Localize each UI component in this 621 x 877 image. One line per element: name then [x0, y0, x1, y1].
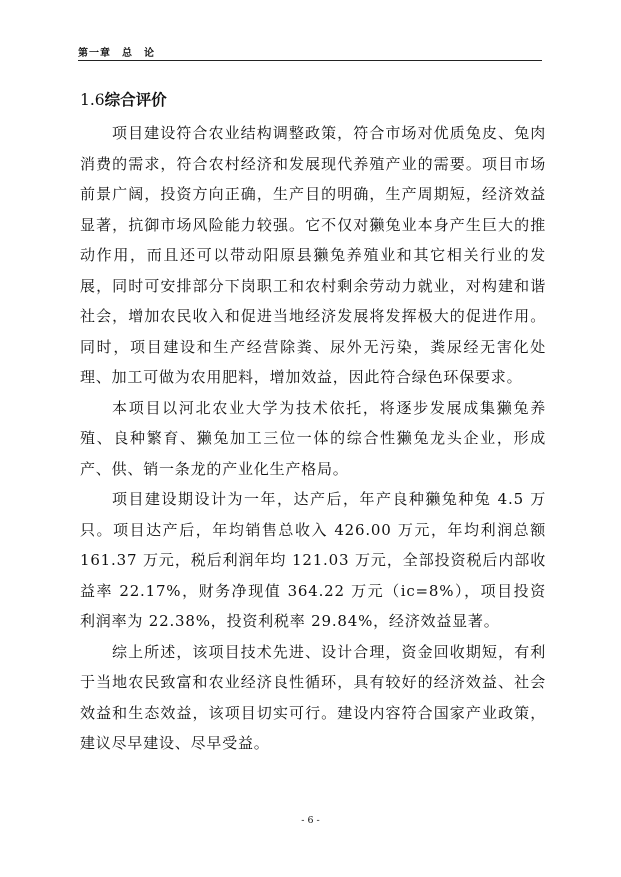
- page-header: 第一章 总 论: [78, 48, 155, 59]
- section-number: 1.6: [80, 91, 105, 109]
- paragraph-3: 项目建设期设计为一年，达产后，年产良种獭兔种兔 4.5 万只。项目达产后，年均销售总收入 426.00 万元，年均利润总额 161.37 万元，税后利润年均 121.03 万元，全部投资税后内部收益率 22.17%，财务净现值 364.22 万元（ic=8%），项目投资利润率为 22.38%，投资利税率 29.84%，经济效益显著。: [80, 490, 546, 630]
- section-heading: [80, 88, 167, 110]
- paragraph-1: 项目建设符合农业结构调整政策，符合市场对优质兔皮、兔肉消费的需求，符合农村经济和发展现代养殖产业的需要。项目市场前景广阔，投资方向正确，生产目的明确，生产周期短，经济效益显著，抗御市场风险能力较强。它不仅对獭兔业本身产生巨大的推动作用，而且还可以带动阳原县獭兔养殖业和其它相关行业的发展，同时可安排部分下岗职工和农村剩余劳动力就业，对构建和谐社会，增加农民收入和促进当地经济发展将发挥极大的促进作用。同时，项目建设和生产经营除粪、尿外无污染，粪尿经无害化处理、加工可做为农用肥料，增加效益，因此符合绿色环保要求。: [80, 124, 546, 386]
- page-number: - 6 -: [301, 815, 320, 826]
- section-title: 综合评价: [104, 91, 167, 109]
- header-divider: [78, 60, 542, 61]
- paragraph-4: 综上所述，该项目技术先进、设计合理，资金回收期短，有利于当地农民致富和农业经济良性循环，具有较好的经济效益、社会效益和生态效益，该项目切实可行。建设内容符合国家产业政策，建议尽早建设、尽早受益。: [80, 642, 546, 752]
- body-text: [80, 118, 546, 759]
- paragraph-2: 本项目以河北农业大学为技术依托，将逐步发展成集獭兔养殖、良种繁育、獭兔加工三位一体的综合性獭兔龙头企业，形成产、供、销一条龙的产业化生产格局。: [80, 398, 546, 478]
